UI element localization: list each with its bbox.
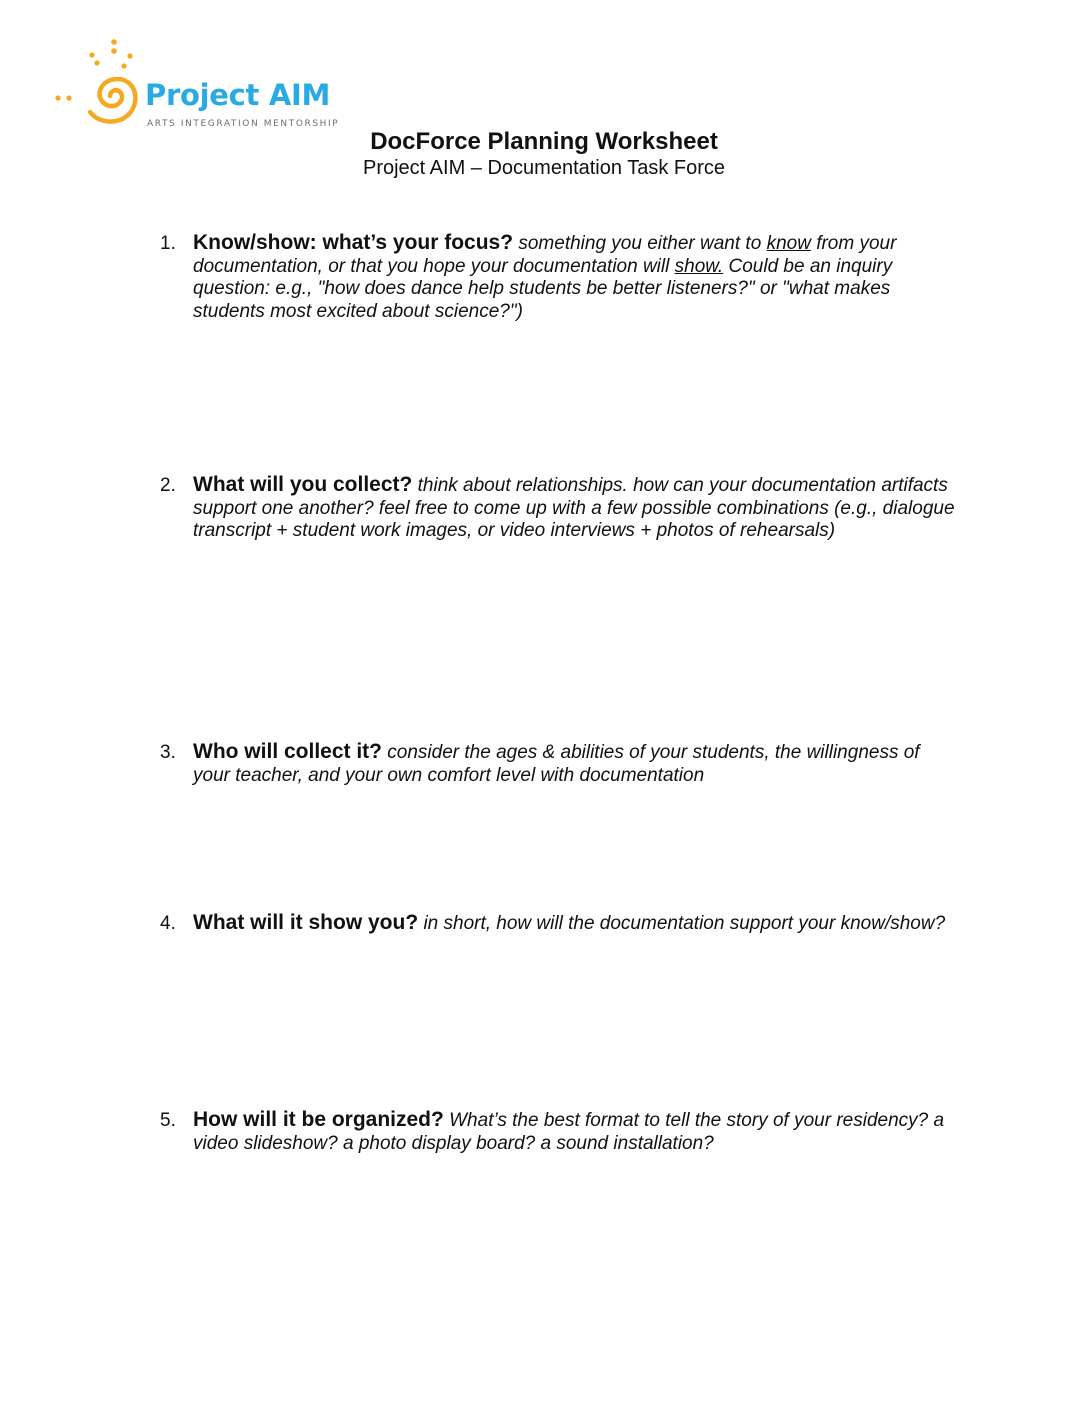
project-aim-logo xyxy=(50,36,350,136)
question-number: 2. xyxy=(160,475,176,496)
question-4 xyxy=(160,912,960,936)
question-body xyxy=(193,741,960,787)
question-body xyxy=(193,232,960,324)
question-3 xyxy=(160,741,960,787)
question-body xyxy=(193,474,960,543)
question-heading: What will you collect? xyxy=(193,473,413,496)
logo-name: Project AIM xyxy=(145,78,331,112)
logo-tagline: ARTS INTEGRATION MENTORSHIP xyxy=(147,119,340,129)
question-heading: Know/show: what’s your focus? xyxy=(193,231,514,254)
question-body xyxy=(193,1109,960,1155)
document-title: DocForce Planning Worksheet xyxy=(370,128,718,155)
question-number: 5. xyxy=(160,1110,176,1131)
question-number: 4. xyxy=(160,913,176,934)
question-text-part: something you either want to xyxy=(518,233,767,254)
question-number: 3. xyxy=(160,742,176,763)
question-heading: Who will collect it? xyxy=(193,740,382,763)
question-heading: What will it show you? xyxy=(193,911,419,934)
question-2 xyxy=(160,474,960,543)
question-text: in short, how will the documentation support your know/show? xyxy=(423,913,946,934)
spiral-sun-icon xyxy=(50,36,150,136)
question-text: What’s the best format to tell the story of your residency? a video slideshow? a photo display board? a sound installation? xyxy=(193,1110,945,1154)
underlined-word-know: know xyxy=(766,233,811,254)
question-text-part: Could be an inquiry question: e.g., "how does dance help students be better listeners?" or "what makes students most excited about science?") xyxy=(193,255,893,323)
underlined-word-show: show. xyxy=(674,255,724,277)
question-heading: How will it be organized? xyxy=(193,1108,444,1131)
document-subtitle: Project AIM – Documentation Task Force xyxy=(362,157,725,179)
question-text: think about relationships. how can your documentation artifacts support one another? feel free to come up with a few possible combinations (e.g., dialogue transcript + student work images, or video interviews + photos of rehearsals) xyxy=(193,475,955,542)
question-number: 1. xyxy=(160,233,176,254)
question-text: consider the ages & abilities of your students, the willingness of your teacher, and your own comfort level with documentation xyxy=(193,742,920,786)
question-1 xyxy=(160,232,960,324)
question-body xyxy=(193,912,960,936)
question-text-part: from your documentation, or that you hope your documentation will xyxy=(193,233,897,277)
question-5 xyxy=(160,1109,960,1155)
